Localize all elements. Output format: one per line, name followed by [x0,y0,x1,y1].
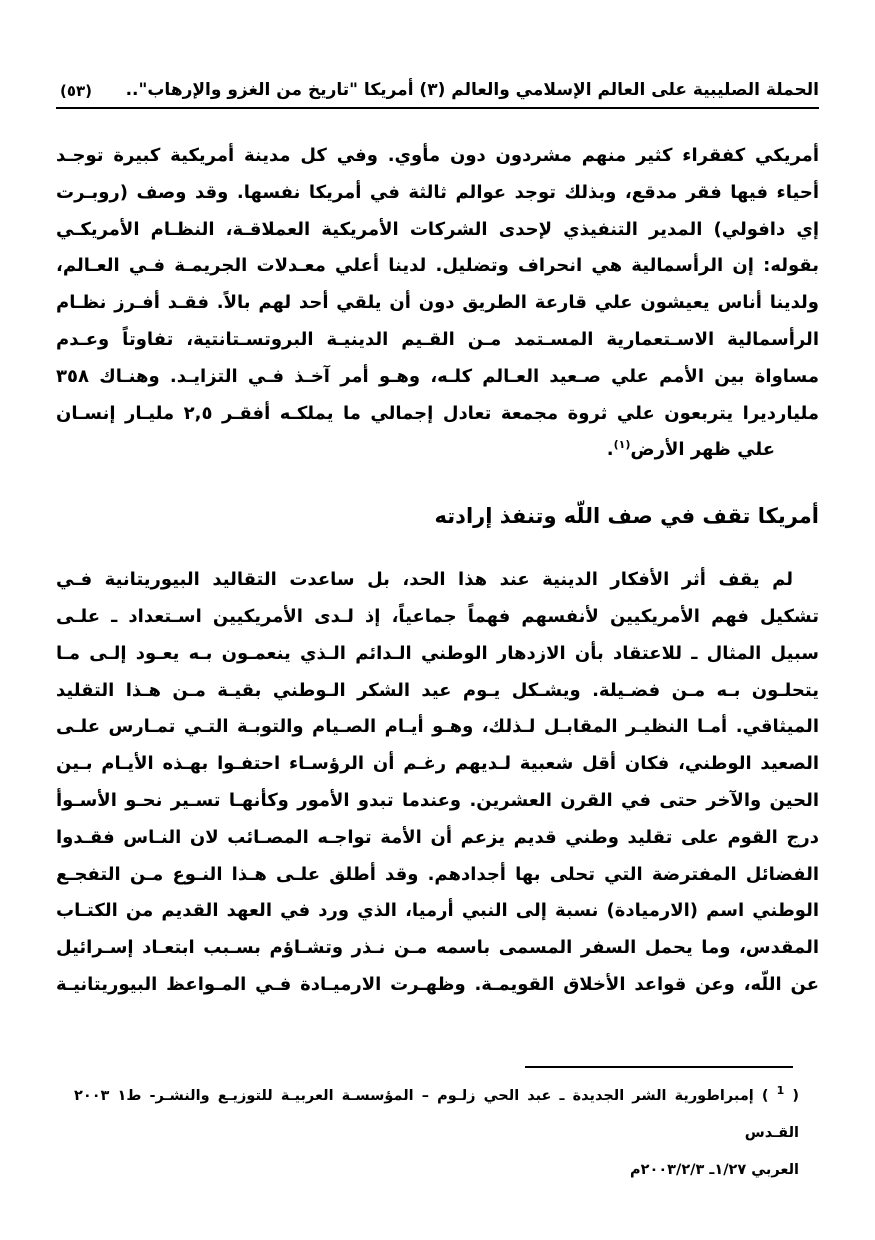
text-line: سبيل المثال ـ للاعتقاد بأن الازدهار الوطني الـدائم الـذي ينعمـون بـه يعـود إلـى مـا [56,642,819,664]
text-line: الوطني اسم (الارميادة) نسبة إلى النبي أرميا، الذي ورد في العهد القديم من الكتـاب [56,900,819,922]
text-line: الصعيد الوطني، فكان أقل شعبية لـديهم رغـم أن الرؤسـاء احتفـوا بهـذه الأيـام بـين [56,753,819,775]
footnote-text: إمبراطورية الشر الجديدة ـ عبد الحي زلـوم – المؤسسـة العربيـة للتوزيـع والنشـر- ط١ ٢٠٠٣ القـدس [74,1087,799,1141]
text-line: درج القوم على تقليد وطني قديم يزعم أن الأمة تواجـه المصـائب لان النـاس فقـدوا [56,826,819,848]
footnote-ref: (١) [613,438,631,452]
header-rule [56,107,819,109]
footnote-marker-close: ) [753,1087,777,1104]
page-body [56,138,819,1004]
text-line: تشكيل فهم الأمريكيين لأنفسهم فهماً جماعياً، إذ لـدى الأمريكيين اسـتعداد ـ علـى [56,605,819,627]
text-line: بقوله: إن الرأسمالية هي انحراف وتضليل. لدينا أعلي معـدلات الجريمـة فـي العـالم، [56,255,819,277]
text-line: مساواة بين الأمم علي صـعيد العـالم كلـه، وهـو أمر آخـذ فـي التزايـد. وهنـاك ٣٥٨ [56,365,819,387]
text-line: يتحلـون بـه مـن فضـيلة. ويشـكل يـوم عيد الشكر الـوطني بقيـة مـن هـذا التقليد [56,679,819,701]
section-heading: أمريكا تقف في صف اللّه وتنفذ إرادته [434,504,819,529]
page-header [56,80,819,109]
text-line: الفضائل المفترضة التي تحلى بها أجدادهم. وقد أطلق علـى هـذا النـوع مـن التفجـع [56,863,819,885]
text-line: الرأسمالية الاسـتعمارية المسـتمد مـن القـيم الدينيـة البروتسـتانتية، تفاوتاً وعـدم [56,328,819,350]
text-line: ولدينا أناس يعيشون علي قارعة الطريق دون أن يلقي أحد لهم بالاً. فقـد أفـرز نظـام [56,292,819,314]
text-line: عن اللّه، وعن قواعد الأخلاق القويمـة. وظهـرت الارميـادة فـي المـواعظ البيوريتانيـة [56,973,819,995]
footnote-line-1 [74,1078,799,1152]
last-line-text: علي ظهر الأرض [630,439,775,461]
text-line: مليارديرا يتربعون علي ثروة مجمعة تعادل إجمالي ما يملكـه أفقـر ٢,٥ مليـار إنسـان [56,402,819,424]
text-line: إي دافولي) المدير التنفيذي لإحدى الشركات الأمريكية العملاقـة، النظـام الأمريكـي [56,218,819,240]
running-header-title: الحملة الصليبية على العالم الإسلامي والعالم (٣) أمريكا "تاريخ من الغزو والإرهاب".. [125,80,819,100]
last-line-period: . [606,439,614,461]
text-line: المقدس، وما يحمل السفر المسمى باسمه مـن نـذر وتشـاؤم بسـبب ابتعـاد إسـرائيل [56,937,819,959]
footnote-marker-open: ( [784,1087,799,1104]
paragraph-puritan-traditions [56,562,819,1004]
footnote-marker [753,1083,799,1104]
text-line: لم يقف أثر الأفكار الدينية عند هذا الحد، بل ساعدت التقاليد البيوريتانية فـي [56,569,793,591]
page-footer [56,1066,819,1189]
paragraph-last-line [56,432,819,469]
text-line: الحين والآخر حتى في القرن العشرين. وعندما تبدو الأمور وكأنهـا تسـير نحـو الأسـوأ [56,789,819,811]
footnote-line-2: العربي ١/٢٧ـ ٢٠٠٣/٢/٣م [629,1161,799,1178]
footnote-number: 1 [776,1083,785,1097]
page-number: (٥٣) [60,82,93,100]
text-line: الميثاقي. أمـا النظيـر المقابـل لـذلك، وهـو أيـام الصـيام والتوبـة التـي تمـارس علـى [56,716,819,738]
footnote [74,1078,799,1189]
text-line: أحياء فيها فقر مدقع، وبذلك توجد عوالم ثالثة في أمريكا نفسها. وقد وصف (روبـرت [56,181,819,203]
paragraph-capitalism [56,138,819,432]
text-line: أمريكي كفقراء كثير منهم مشردون دون مأوي. وفي كل مدينة أمريكية كبيرة توجـد [56,145,819,166]
footnote-separator-rule [525,1066,793,1068]
